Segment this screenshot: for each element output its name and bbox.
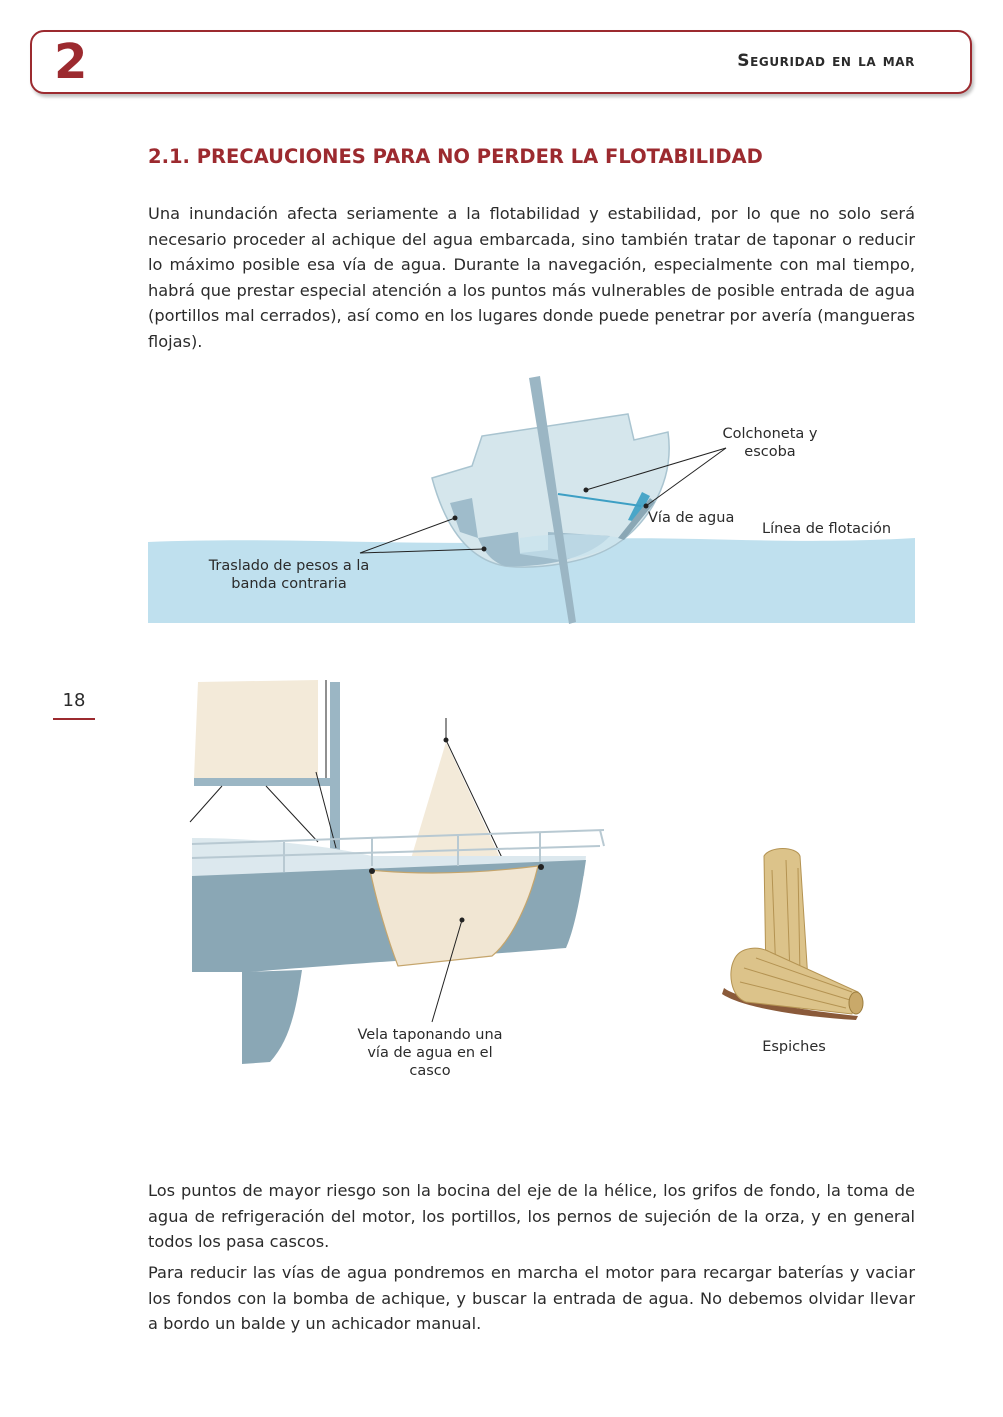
reduce-leaks-paragraph: Para reducir las vías de agua pondremos en marcha el motor para recargar baterías y vaciar los fondos con la bomba de achique, y buscar la entrada de agua. No debemos olvidar llevar a bordo un balde y un achicador manual. (148, 1263, 915, 1334)
label-traslado-line1: Traslado de pesos a la (208, 558, 370, 574)
label-vela-taponando (350, 1026, 510, 1080)
label-colchoneta-line1: Colchoneta y (722, 426, 818, 442)
label-via-de-agua: Vía de agua (648, 510, 735, 526)
label-colchoneta-line2: escoba (744, 444, 796, 460)
label-vela-line3: casco (409, 1063, 451, 1079)
espiches-plugs (722, 849, 863, 1021)
label-espiches: Espiches (762, 1039, 826, 1055)
label-vela-line1: Vela taponando una (357, 1027, 503, 1043)
section-title: 2.1. PRECAUCIONES PARA NO PERDER LA FLOTABILIDAD (148, 145, 763, 168)
sail-patch-illustration (0, 640, 1003, 1090)
heeled-boat-illustration (0, 0, 1003, 640)
chapter-title: Seguridad en la mar (737, 51, 915, 71)
label-colchoneta (716, 425, 824, 461)
label-linea-flotacion: Línea de flotación (762, 521, 892, 537)
page-number: 18 (62, 690, 86, 711)
label-traslado-line2: banda contraria (231, 576, 347, 592)
chapter-number: 2 (54, 34, 88, 90)
label-traslado-pesos (200, 557, 378, 593)
keel (242, 970, 302, 1064)
risk-points-paragraph: Los puntos de mayor riesgo son la bocina del eje de la hélice, los grifos de fondo, la toma de agua de refrigeración del motor, los portillos, los pernos de sujeción de la orza, y en general todos los pasa cascos. (148, 1181, 915, 1252)
mainsail (194, 680, 318, 778)
label-vela-line2: vía de agua en el (367, 1045, 493, 1061)
mast (330, 682, 340, 852)
boom (194, 778, 334, 786)
intro-paragraph: Una inundación afecta seriamente a la flotabilidad y estabilidad, por lo que no solo será necesario proceder al achique del agua embarcada, sino también tratar de taponar o reducir lo máximo posible esa vía de agua. Durante la navegación, especialmente con mal tiempo, habrá que prestar especial atención a los puntos más vulnerables de posible entrada de agua (portillos mal cerrados), así como en los lugares donde puede penetrar por avería (mangueras flojas). (148, 204, 915, 351)
